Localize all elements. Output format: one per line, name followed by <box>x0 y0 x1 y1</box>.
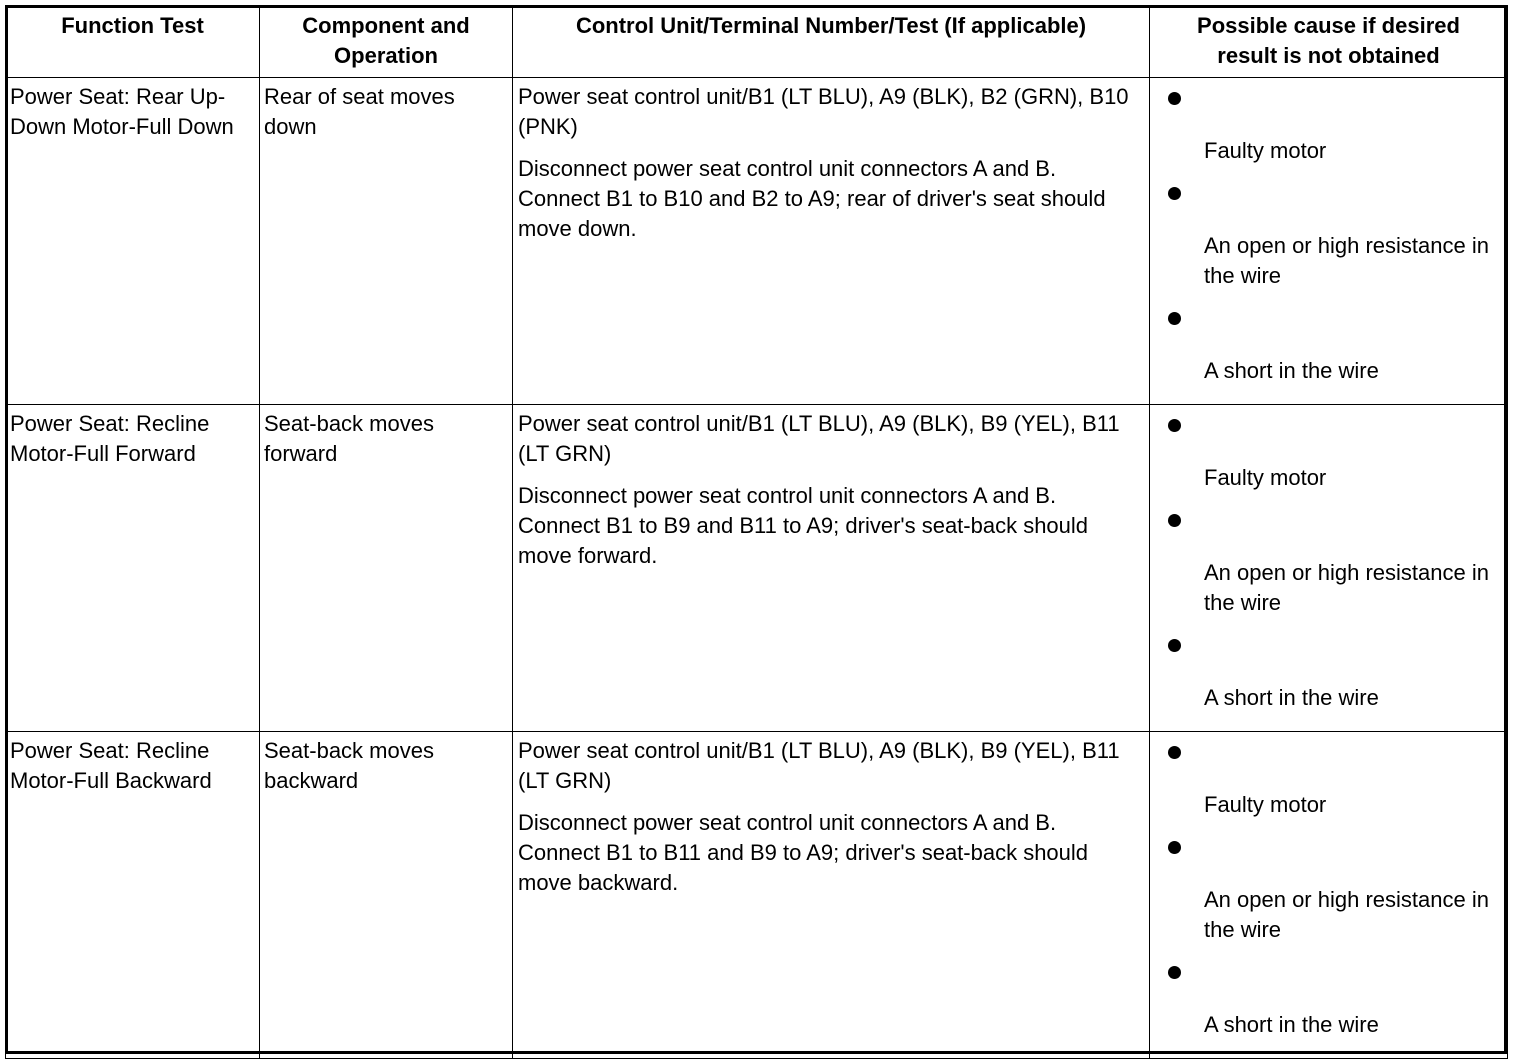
cell-possible-cause <box>1150 405 1508 732</box>
table-row <box>6 405 1508 732</box>
bullet-icon <box>1168 84 1503 114</box>
table-row <box>6 78 1508 405</box>
cell-control-unit <box>513 405 1150 732</box>
cell-function-test: Power Seat: Recline Motor-Full Forward <box>6 405 260 732</box>
header-control-unit: Control Unit/Terminal Number/Test (If applicable) <box>513 6 1150 78</box>
cause-list-item: Faulty motor <box>1168 738 1503 820</box>
bullet-icon <box>1168 833 1503 863</box>
cause-list-item: Faulty motor <box>1168 84 1503 166</box>
bullet-icon <box>1168 506 1503 536</box>
header-function-test: Function Test <box>6 6 260 78</box>
cause-list-item: Faulty motor <box>1168 411 1503 493</box>
cause-list-item: An open or high resistance in the wire <box>1168 833 1503 945</box>
bullet-icon <box>1168 179 1503 209</box>
cell-possible-cause <box>1150 78 1508 405</box>
bullet-icon <box>1168 631 1503 661</box>
control-unit-terminals: Power seat control unit/B1 (LT BLU), A9 (BLK), B2 (GRN), B10 (PNK) <box>518 84 1129 139</box>
table-header-row <box>6 6 1508 78</box>
cell-function-test: Power Seat: Recline Motor-Full Backward <box>6 732 260 1059</box>
bullet-icon <box>1168 958 1503 988</box>
cell-control-unit <box>513 732 1150 1059</box>
test-procedure: Disconnect power seat control unit connectors A and B. Connect B1 to B10 and B2 to A9; rear of driver's seat should move down. <box>518 156 1106 241</box>
table-row <box>6 732 1508 1059</box>
test-procedure: Disconnect power seat control unit connectors A and B. Connect B1 to B11 and B9 to A9; driver's seat-back should move backward. <box>518 810 1089 895</box>
cause-list-item: A short in the wire <box>1168 304 1503 386</box>
cause-list-item: An open or high resistance in the wire <box>1168 506 1503 618</box>
bullet-icon <box>1168 738 1503 768</box>
header-possible-cause: Possible cause if desired result is not obtained <box>1150 6 1508 78</box>
control-unit-terminals: Power seat control unit/B1 (LT BLU), A9 (BLK), B9 (YEL), B11 (LT GRN) <box>518 738 1120 793</box>
cell-component-operation: Seat-back moves backward <box>260 732 513 1059</box>
bullet-icon <box>1168 411 1503 441</box>
control-unit-terminals: Power seat control unit/B1 (LT BLU), A9 (BLK), B9 (YEL), B11 (LT GRN) <box>518 411 1120 466</box>
bullet-icon <box>1168 304 1503 334</box>
cell-possible-cause <box>1150 732 1508 1059</box>
cause-list-item: A short in the wire <box>1168 958 1503 1040</box>
cell-component-operation: Seat-back moves forward <box>260 405 513 732</box>
header-component-operation: Component and Operation <box>260 6 513 78</box>
cell-component-operation: Rear of seat moves down <box>260 78 513 405</box>
function-test-table <box>5 5 1508 1059</box>
cause-list-item: A short in the wire <box>1168 631 1503 713</box>
test-procedure: Disconnect power seat control unit connectors A and B. Connect B1 to B9 and B11 to A9; driver's seat-back should move forward. <box>518 483 1089 568</box>
cell-control-unit <box>513 78 1150 405</box>
cell-function-test: Power Seat: Rear Up-Down Motor-Full Down <box>6 78 260 405</box>
cause-list-item: An open or high resistance in the wire <box>1168 179 1503 291</box>
